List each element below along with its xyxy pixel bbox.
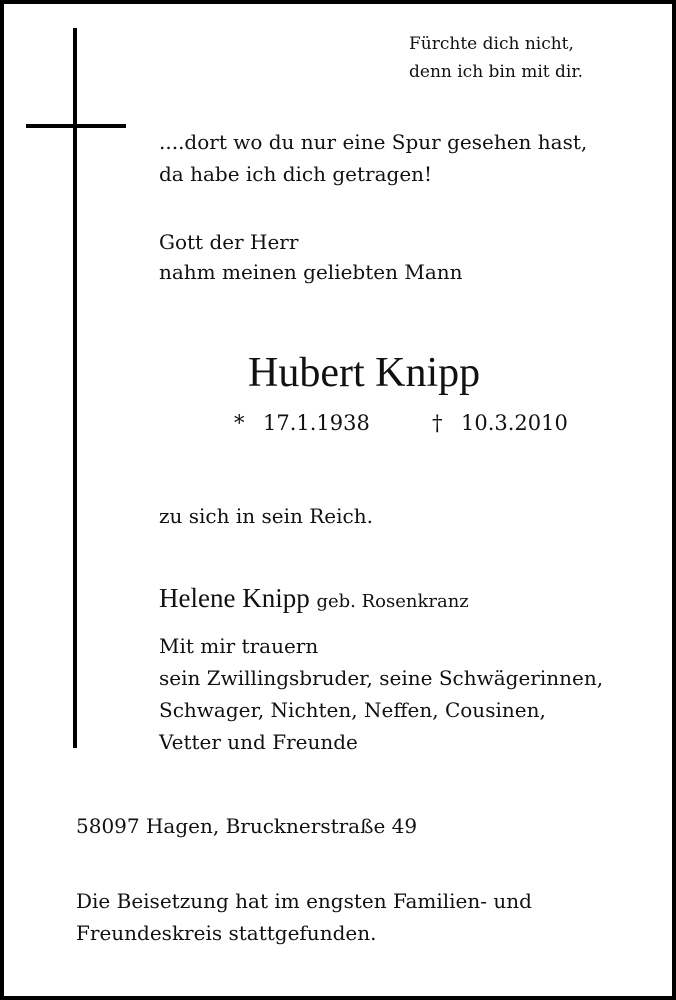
mourners-line-1: Mit mir trauern — [159, 634, 319, 658]
funeral-note-line-2: Freundeskreis stattgefunden. — [76, 921, 377, 945]
cross-icon — [73, 28, 77, 748]
birth-date: 17.1.1938 — [263, 411, 370, 435]
quote-line-1: ....dort wo du nur eine Spur gesehen hast, — [159, 130, 588, 154]
death-date: 10.3.2010 — [461, 411, 568, 435]
intro-line-1: Gott der Herr — [159, 230, 299, 254]
mourners-line-4: Vetter und Freunde — [159, 730, 358, 754]
quote-line-2: da habe ich dich getragen! — [159, 162, 433, 186]
cross-icon-bar — [26, 124, 126, 128]
mourners-line-3: Schwager, Nichten, Neffen, Cousinen, — [159, 698, 546, 722]
verse-line-1: Fürchte dich nicht, — [409, 34, 574, 54]
continuation-text: zu sich in sein Reich. — [159, 504, 373, 528]
verse-line-2: denn ich bin mit dir. — [409, 62, 584, 82]
address: 58097 Hagen, Brucknerstraße 49 — [76, 814, 418, 838]
widow-maiden-name: geb. Rosenkranz — [316, 591, 469, 612]
death-symbol: † — [432, 411, 443, 435]
birth-symbol: * — [234, 411, 245, 435]
widow-name: Helene Knipp — [159, 583, 310, 613]
widow-line — [159, 578, 469, 622]
deceased-name: Hubert Knipp — [248, 350, 481, 396]
funeral-note-line-1: Die Beisetzung hat im engsten Familien- und — [76, 889, 532, 913]
mourners-line-2: sein Zwillingsbruder, seine Schwägerinnen, — [159, 666, 604, 690]
intro-line-2: nahm meinen geliebten Mann — [159, 260, 463, 284]
